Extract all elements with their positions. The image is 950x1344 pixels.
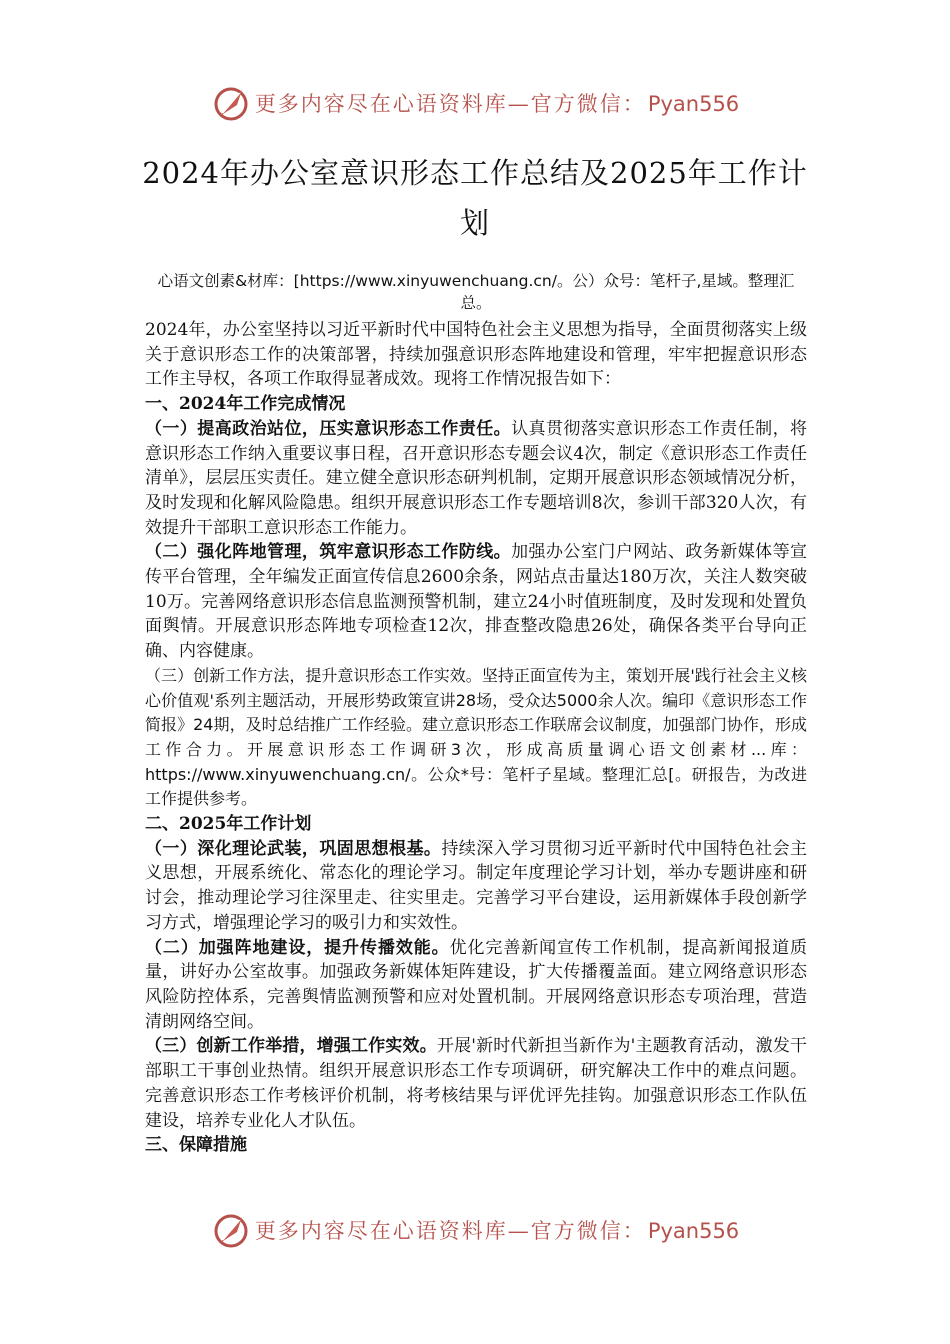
section-heading-2: 二、2025年工作计划 xyxy=(145,814,312,835)
source-line: 心语文创素&材库：[https://www.xinyuwenchuang.cn/。公）众号：笔杆子,星域。整理汇总。 xyxy=(157,272,795,312)
section-heading-1: 一、2024年工作完成情况 xyxy=(145,394,346,415)
paragraph-lead: （一）深化理论武装，巩固思想根基。 xyxy=(145,838,442,859)
page-title: 2024年办公室意识形态工作总结及2025年工作计划 xyxy=(142,156,808,240)
quill-logo-icon xyxy=(211,1210,251,1250)
paragraph-text: 开展'新时代新担当新作为'主题教育活动，激发干部职工干事创业热情。组织开展意识形态工作专项调研，研究解决工作中的难点问题。完善意识形态工作考核评价机制，将考核结果与评优评先挂钩。加强意识形态工作队伍建设，培养专业化人才队伍。 xyxy=(145,1036,807,1131)
intro-paragraph: 2024年，办公室坚持以习近平新时代中国特色社会主义思想为指导，全面贯彻落实上级关于意识形态工作的决策部署，持续加强意识形态阵地建设和管理，牢牢把握意识形态工作主导权，各项工作取得显著成效。现将工作情况报告如下： xyxy=(145,320,807,390)
banner-text: 更多内容尽在心语资料库—官方微信：Pyan556 xyxy=(254,92,740,116)
quill-logo-icon xyxy=(211,83,251,123)
footer-banner xyxy=(0,1207,950,1253)
paragraph-text: 优化完善新闻宣传工作机制，提高新闻报道质量，讲好办公室故事。加强政务新媒体矩阵建设，扩大传播覆盖面。建立网络意识形态风险防控体系，完善舆情监测预警和应对处置机制。开展网络意识形态专项治理，营造清朗网络空间。 xyxy=(145,937,808,1032)
section-heading-3: 三、保障措施 xyxy=(145,1135,247,1156)
paragraph-1-2 xyxy=(145,540,807,664)
paragraph-lead: （三）创新工作举措，增强工作实效。 xyxy=(145,1036,437,1057)
paragraph-2-2 xyxy=(145,936,807,1035)
paragraph-2-1 xyxy=(145,837,807,936)
paragraph-text: 持续深入学习贯彻习近平新时代中国特色社会主义思想，开展系统化、常态化的理论学习。制定年度理论学习计划，举办专题讲座和研讨会，推动理论学习往深里走、往实里走。完善学习平台建设，运用新媒体手段创新学习方式，增强理论学习的吸引力和实效性。 xyxy=(145,838,808,933)
paragraph-text: 加强办公室门户网站、政务新媒体等宣传平台管理，全年编发正面宣传信息2600余条，网站点击量达180万次，关注人数突破10万。完善网络意识形态信息监测预警机制，建立24小时值班制度，及时发现和处置负面舆情。开展意识形态阵地专项检查12次，排查整改隐患26处，确保各类平台导向正确、内容健康。 xyxy=(145,542,808,662)
document-body xyxy=(145,270,807,1158)
paragraph-lead: （一）提高政治站位，压实意识形态工作责任。 xyxy=(145,418,512,439)
paragraph-2-3 xyxy=(145,1034,807,1133)
paragraph-lead: （二）加强阵地建设，提升传播效能。 xyxy=(145,937,450,958)
paragraph-1-3: （三）创新工作方法，提升意识形态工作实效。坚持正面宣传为主，策划开展'践行社会主义核心价值观'系列主题活动，开展形势政策宣讲28场，受众达5000余人次。编印《意识形态工作简报》24期，及时总结推广工作经验。建立意识形态工作联席会议制度，加强部门协作，形成工作合力。开展意识形态工作调研3次，形成高质量调心语文创素材...库：https://www.xinyuwenchuang.cn/。公众*号：笔杆子星域。整理汇总[。研报告，为改进工作提供参考。 xyxy=(145,665,807,809)
banner-text: 更多内容尽在心语资料库—官方微信：Pyan556 xyxy=(254,1219,740,1243)
paragraph-lead: （二）强化阵地管理，筑牢意识形态工作防线。 xyxy=(145,542,512,563)
header-banner xyxy=(0,80,950,126)
paragraph-text: 认真贯彻落实意识形态工作责任制，将意识形态工作纳入重要议事日程，召开意识形态专题会议4次，制定《意识形态工作责任清单》，层层压实责任。建立健全意识形态研判机制，定期开展意识形态领域情况分析，及时发现和化解风险隐患。组织开展意识形态工作专题培训8次，参训干部320人次，有效提升干部职工意识形态工作能力。 xyxy=(145,418,808,538)
paragraph-1-1 xyxy=(145,417,807,541)
